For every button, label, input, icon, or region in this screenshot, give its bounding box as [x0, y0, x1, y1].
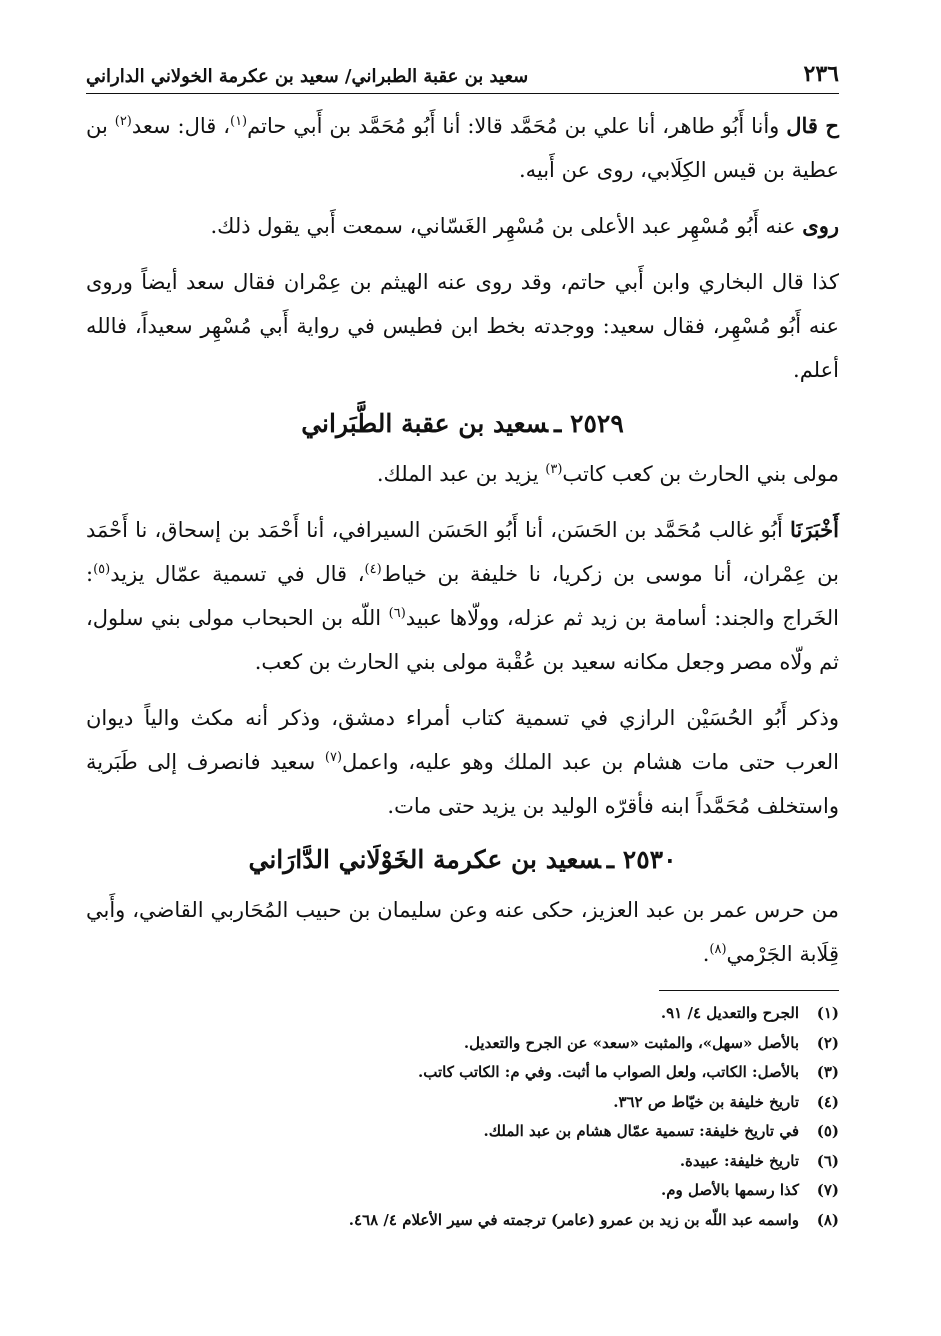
- paragraph-text: بن عطية بن قيس الكِلَابي، روى عن أَبيه.: [86, 114, 839, 182]
- footnotes-list: [86, 999, 839, 1235]
- paragraph-text: يزيد بن عبد الملك.: [376, 462, 546, 486]
- page-number: ٢٣٦: [803, 61, 839, 87]
- paragraph-text: وأنا أَبُو طاهر، أنا علي بن مُحَمَّد قالا: أنا أَبُو مُحَمَّد بن أَبي حاتم: [247, 114, 787, 138]
- footnote-item: [86, 1206, 839, 1236]
- paragraph-text: ، قال في تسمية عمّال يزيد: [110, 562, 365, 586]
- footnote-divider: [659, 990, 839, 991]
- paragraph-entry-2529-razi: [86, 696, 839, 828]
- footnote-ref-5[interactable]: (٥): [93, 562, 111, 577]
- footnote-text: في تاريخ خليفة: تسمية عمّال هشام بن عبد الملك.: [483, 1122, 799, 1140]
- footnote-text: كذا رسمها بالأصل وم.: [661, 1181, 799, 1199]
- footnote-ref-6[interactable]: (٦): [388, 606, 406, 621]
- footnote-text: واسمه عبد اللّه بن زيد بن عمرو (عامر) ترجمته في سير الأعلام ٤/ ٤٦٨.: [348, 1210, 799, 1229]
- paragraph-lead: روى: [802, 213, 839, 238]
- footnote-item: [86, 1117, 839, 1147]
- footnote-text: الجرح والتعديل ٤/ ٩١.: [660, 1004, 799, 1022]
- entry-number: ٢٥٣٠ ـ: [606, 845, 677, 874]
- paragraph-isnad-1: [86, 104, 839, 192]
- footnote-item: [86, 1176, 839, 1206]
- footnote-number: (٤): [816, 1092, 839, 1111]
- footnote-item: [86, 1147, 839, 1177]
- paragraph-text: كذا قال البخاري وابن أَبي حاتم، وقد روى عنه الهيثم بن عِمْران فقال سعد أيضاً وروى عنه أَبُو مُسْهِر، فقال سعيد: ووجدته بخط ابن فطيس في رواية أَبي مُسْهِر سعيداً، فالله أعلم.: [86, 270, 839, 382]
- entry-number: ٢٥٢٩ ـ: [554, 409, 624, 438]
- paragraph-entry-2529-intro: [86, 452, 839, 496]
- entry-title: سعيد بن عقبة الطَّبَراني: [301, 409, 549, 438]
- footnote-item: [86, 999, 839, 1029]
- footnote-text: تاريخ خليفة: عبيدة.: [679, 1151, 799, 1170]
- running-head: سعيد بن عقبة الطبراني/ سعيد بن عكرمة الخولاني الداراني: [86, 66, 529, 87]
- footnote-ref-2[interactable]: (٢): [114, 114, 132, 129]
- paragraph-text: وذكر أَبُو الحُسَيْن الرازي في تسمية كتاب أمراء دمشق، وذكر أنه مكث والياً ديوان العرب حتى مات هشام بن عبد الملك وهو عليه، واعمل: [86, 706, 839, 774]
- entry-heading-2529: [86, 404, 839, 444]
- paragraph-lead: أَخْبَرَنَا: [790, 517, 839, 542]
- footnote-ref-7[interactable]: (٧): [324, 750, 343, 765]
- footnote-number: (٣): [816, 1063, 839, 1081]
- paragraph-text: أَبُو غالب مُحَمَّد بن الحَسَن، أنا أَبُو الحَسَن السيرافي، أنا أَحْمَد بن إسحاق، نا أَحْمَد بن عِمْران، أنا موسى بن زكريا، نا خليفة بن خياط: [86, 518, 839, 586]
- footnote-ref-1[interactable]: (١): [229, 114, 248, 129]
- footnote-number: (٢): [816, 1033, 839, 1052]
- document-page: [86, 58, 839, 1308]
- page-header: [86, 58, 839, 94]
- paragraph-text: ، قال: سعد: [131, 114, 230, 138]
- footnote-item: [86, 1058, 839, 1088]
- footnote-ref-8[interactable]: (٨): [709, 942, 727, 957]
- footnote-text: تاريخ خليفة بن خيّاط ص ٣٦٢.: [613, 1092, 799, 1111]
- paragraph-text: : الخَراج والجند: أسامة بن زيد ثم عزله، وولّاها عبيد: [86, 562, 839, 630]
- footnote-text: بالأصل «سهل»، والمثبت «سعد» عن الجرح والتعديل.: [463, 1033, 799, 1052]
- paragraph-text: .: [702, 942, 710, 966]
- paragraph-narration: [86, 204, 839, 248]
- footnote-number: (٧): [816, 1181, 839, 1199]
- footnote-text: بالأصل: الكاتب، ولعل الصواب ما أثبت. وفي م: الكاتب كاتب.: [418, 1063, 799, 1081]
- footnote-number: (١): [816, 1004, 839, 1022]
- paragraph-text: مولى بني الحارث بن كعب كاتب: [562, 462, 839, 486]
- footnote-number: (٦): [816, 1151, 839, 1170]
- paragraph-text: من حرس عمر بن عبد العزيز، حكى عنه وعن سليمان بن حبيب المُحَاربي القاضي، وأَبي قِلَابة الجَرْمي: [86, 898, 839, 966]
- paragraph-text: اللّه بن الحبحاب مولى بني سلول، ثم ولّاه مصر وجعل مكانه سعيد بن عُقْبة مولى بني الحارث بن كعب.: [86, 606, 839, 674]
- footnote-ref-4[interactable]: (٤): [364, 562, 382, 577]
- entry-heading-2530: [86, 840, 839, 880]
- footnote-item: [86, 1088, 839, 1118]
- footnote-item: [86, 1029, 839, 1059]
- paragraph-text: سعيد فانصرف إلى طَبَرية واستخلف مُحَمَّداً ابنه فأقرّه الوليد بن يزيد حتى مات.: [86, 750, 839, 818]
- footnote-number: (٨): [816, 1210, 839, 1229]
- body-text: [86, 104, 839, 976]
- paragraph-lead: ح قال: [786, 113, 839, 138]
- paragraph-entry-2529-isnad: [86, 508, 839, 684]
- footnote-number: (٥): [816, 1122, 839, 1140]
- paragraph-entry-2530-intro: [86, 888, 839, 976]
- entry-title: سعيد بن عكرمة الخَوْلَاني الدَّارَاني: [248, 845, 601, 874]
- paragraph-commentary: [86, 260, 839, 392]
- paragraph-text: عنه أَبُو مُسْهِر عبد الأعلى بن مُسْهِر الغَسّاني، سمعت أَبي يقول ذلك.: [210, 214, 803, 238]
- footnote-ref-3[interactable]: (٣): [545, 462, 563, 477]
